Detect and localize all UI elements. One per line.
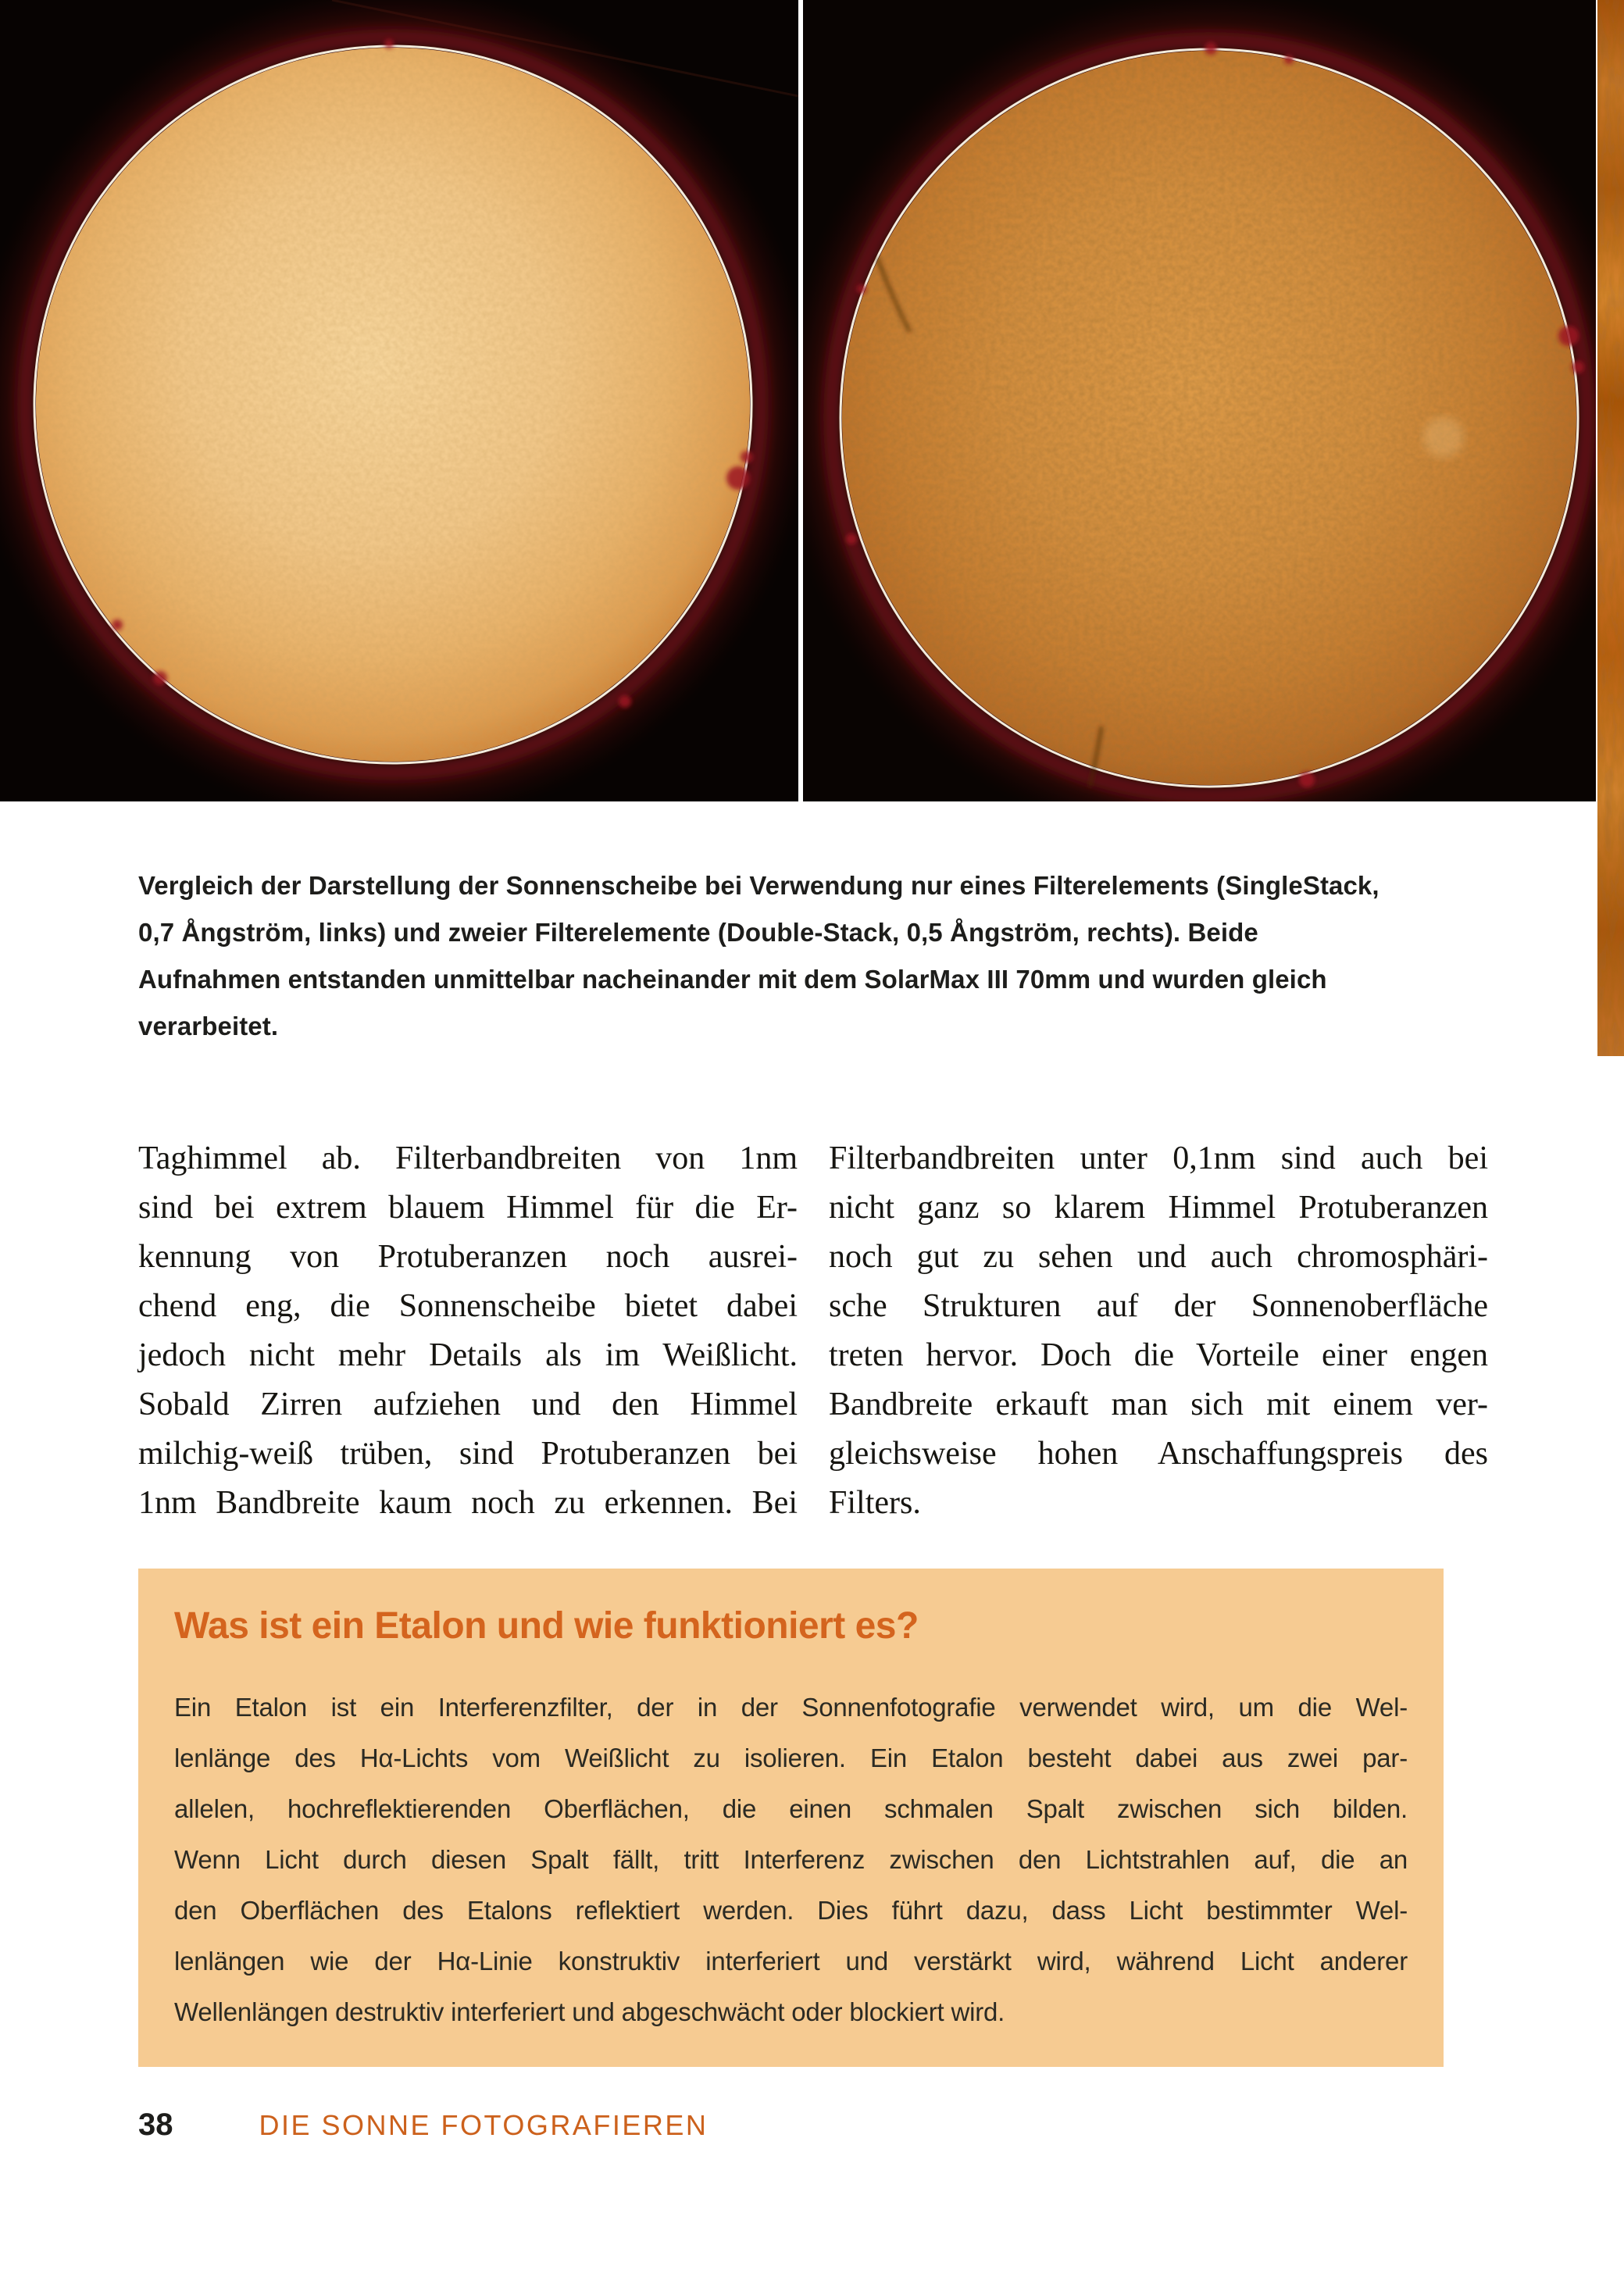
- chapter-title: DIE SONNE FOTOGRAFIEREN: [259, 2109, 708, 2141]
- info-box-body: [174, 1682, 1408, 2037]
- text-line: 0,7 Ångström, links) und zweier Filterelemente (Double-Stack, 0,5 Ångström, rechts). Beide: [138, 918, 1258, 947]
- text-line: Aufnahmen entstanden unmittelbar nacheinander mit dem SolarMax III 70mm und wurden gleich: [138, 965, 1327, 994]
- double-stack-sun-photo: [803, 0, 1596, 801]
- solar-surface-strip: [1597, 0, 1624, 1056]
- text-line: jedoch nicht mehr Details als im Weißlicht.: [138, 1337, 798, 1373]
- etalon-info-box: [138, 1569, 1444, 2067]
- text-line: milchig-weiß trüben, sind Protuberanzen bei: [138, 1436, 798, 1472]
- page-number: 38: [138, 2108, 173, 2142]
- text-line: Sobald Zirren aufziehen und den Himmel: [138, 1387, 798, 1422]
- info-box-title: Was ist ein Etalon und wie funktioniert es?: [174, 1605, 919, 1647]
- text-line: Taghimmel ab. Filterbandbreiten von 1nm: [138, 1140, 798, 1176]
- text-line: Filters.: [829, 1485, 921, 1521]
- text-line: Wellenlängen destruktiv interferiert und abgeschwächt oder blockiert wird.: [174, 1997, 1005, 2026]
- text-column-right: [829, 1134, 1488, 1528]
- text-line: Ein Etalon ist ein Interferenzfilter, der in der Sonnenfotografie verwendet wird, um die Wel-: [174, 1693, 1408, 1722]
- text-line: lenlänge des Hα-Lichts vom Weißlicht zu isolieren. Ein Etalon besteht dabei aus zwei par-: [174, 1744, 1408, 1772]
- text-line: treten hervor. Doch die Vorteile einer engen: [829, 1337, 1488, 1373]
- text-line: Wenn Licht durch diesen Spalt fällt, tritt Interferenz zwischen den Lichtstrahlen auf, die an: [174, 1845, 1408, 1874]
- text-line: Bandbreite erkauft man sich mit einem ver-: [829, 1387, 1488, 1422]
- photo-double-stack: [803, 0, 1596, 801]
- solar-comparison-figure: [0, 0, 1596, 801]
- body-text: [138, 1134, 1488, 1528]
- text-line: lenlängen wie der Hα-Linie konstruktiv interferiert und verstärkt wird, während Licht anderer: [174, 1947, 1408, 1976]
- text-line: 1nm Bandbreite kaum noch zu erkennen. Bei: [138, 1485, 798, 1521]
- text-line: kennung von Protuberanzen noch ausrei-: [138, 1239, 798, 1275]
- text-line: Vergleich der Darstellung der Sonnenscheibe bei Verwendung nur eines Filterelements (SingleStack,: [138, 871, 1380, 900]
- text-line: sind bei extrem blauem Himmel für die Er-: [138, 1190, 798, 1226]
- granulation-texture: [842, 51, 1576, 785]
- text-line: gleichsweise hohen Anschaffungspreis des: [829, 1436, 1488, 1472]
- text-line: Filterbandbreiten unter 0,1nm sind auch bei: [829, 1140, 1488, 1176]
- text-line: verarbeitet.: [138, 1012, 279, 1040]
- text-line: sche Strukturen auf der Sonnenoberfläche: [829, 1288, 1488, 1324]
- page-edge-photo-strip: [1597, 0, 1624, 1056]
- text-line: nicht ganz so klarem Himmel Protuberanzen: [829, 1190, 1488, 1226]
- granulation-texture: [36, 48, 750, 762]
- page-footer: [138, 2108, 708, 2143]
- single-stack-sun-photo: [0, 0, 798, 801]
- text-line: den Oberflächen des Etalons reflektiert werden. Dies führt dazu, dass Licht bestimmter Wel-: [174, 1896, 1408, 1925]
- figure-caption: [138, 862, 1451, 1050]
- text-line: chend eng, die Sonnenscheibe bietet dabei: [138, 1288, 798, 1324]
- text-line: noch gut zu sehen und auch chromosphäri-: [829, 1239, 1488, 1275]
- text-line: allelen, hochreflektierenden Oberflächen, die einen schmalen Spalt zwischen sich bilden.: [174, 1794, 1408, 1823]
- photo-single-stack: [0, 0, 798, 801]
- text-column-left: [138, 1134, 798, 1528]
- plage-bright-spot: [1423, 417, 1464, 458]
